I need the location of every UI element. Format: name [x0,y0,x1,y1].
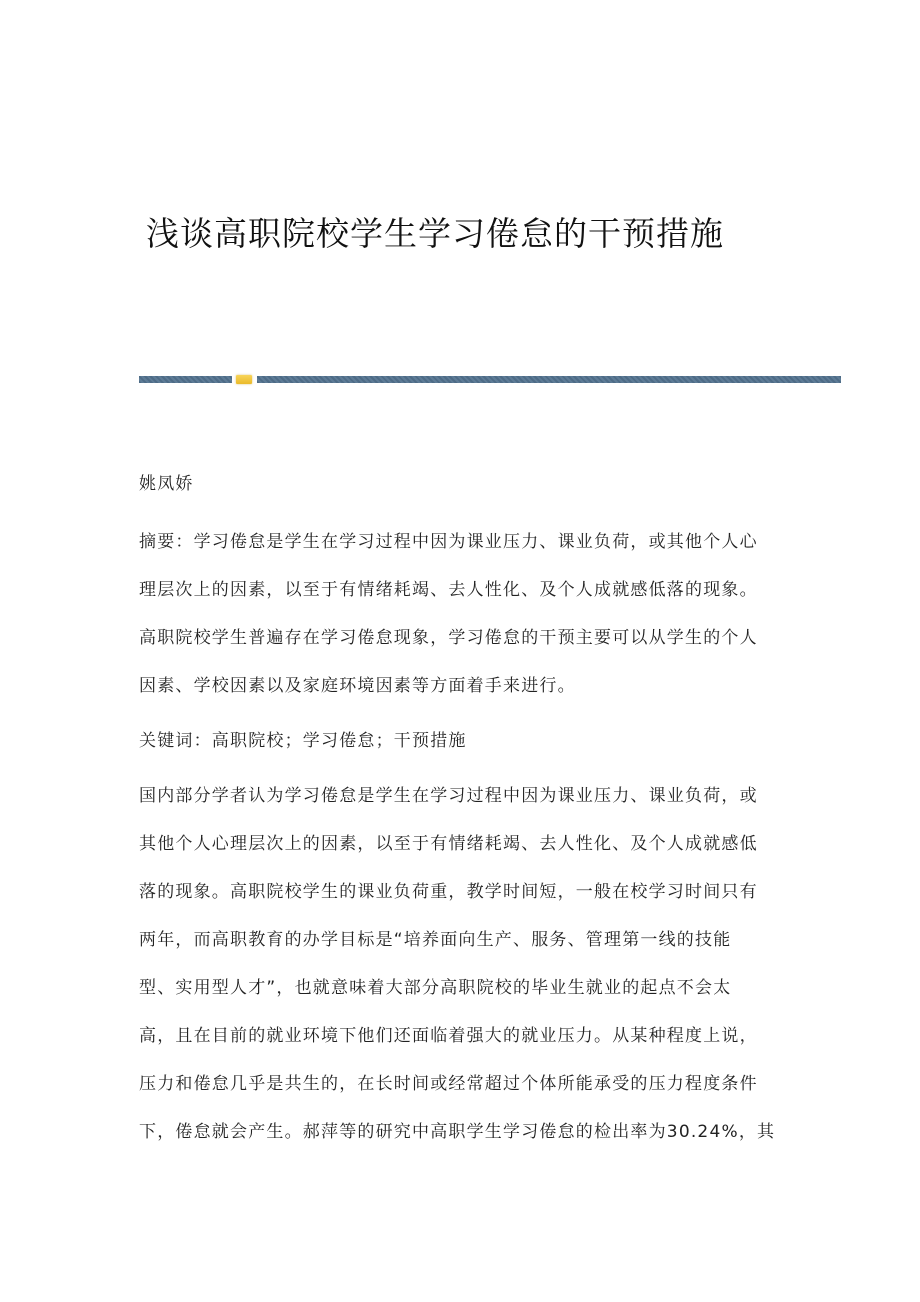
divider-ornament-icon [236,375,252,384]
abstract-line: 理层次上的因素，以至于有情绪耗竭、去人性化、及个人成就感低落的现象。 [139,580,758,600]
body-line: 两年，而高职教育的办学目标是“培养面向生产、服务、管理第一线的技能 [139,930,732,950]
divider-bar-right [257,376,841,383]
abstract-line: 摘要：学习倦怠是学生在学习过程中因为课业压力、课业负荷，或其他个人心 [139,532,758,552]
abstract-line: 因素、学校因素以及家庭环境因素等方面着手来进行。 [139,676,576,696]
abstract-line: 高职院校学生普遍存在学习倦怠现象，学习倦怠的干预主要可以从学生的个人 [139,628,758,648]
body-line: 国内部分学者认为学习倦怠是学生在学习过程中因为课业压力、课业负荷，或 [139,786,758,806]
divider-bar-left [139,376,232,383]
title-divider [139,375,841,385]
body-line: 高，且在目前的就业环境下他们还面临着强大的就业压力。从某种程度上说， [139,1026,758,1046]
author-name: 姚凤娇 [139,474,194,494]
keywords-line: 关键词：高职院校；学习倦怠；干预措施 [139,731,467,751]
body-line: 其他个人心理层次上的因素，以至于有情绪耗竭、去人性化、及个人成就感低 [139,834,758,854]
body-line: 下，倦怠就会产生。郝萍等的研究中高职学生学习倦怠的检出率为30.24%，其 [139,1122,776,1142]
body-line: 压力和倦怠几乎是共生的，在长时间或经常超过个体所能承受的压力程度条件 [139,1074,758,1094]
document-title: 浅谈高职院校学生学习倦怠的干预措施 [146,214,724,253]
body-line: 型、实用型人才”，也就意味着大部分高职院校的毕业生就业的起点不会太 [139,978,732,998]
body-line: 落的现象。高职院校学生的课业负荷重，教学时间短，一般在校学习时间只有 [139,882,758,902]
